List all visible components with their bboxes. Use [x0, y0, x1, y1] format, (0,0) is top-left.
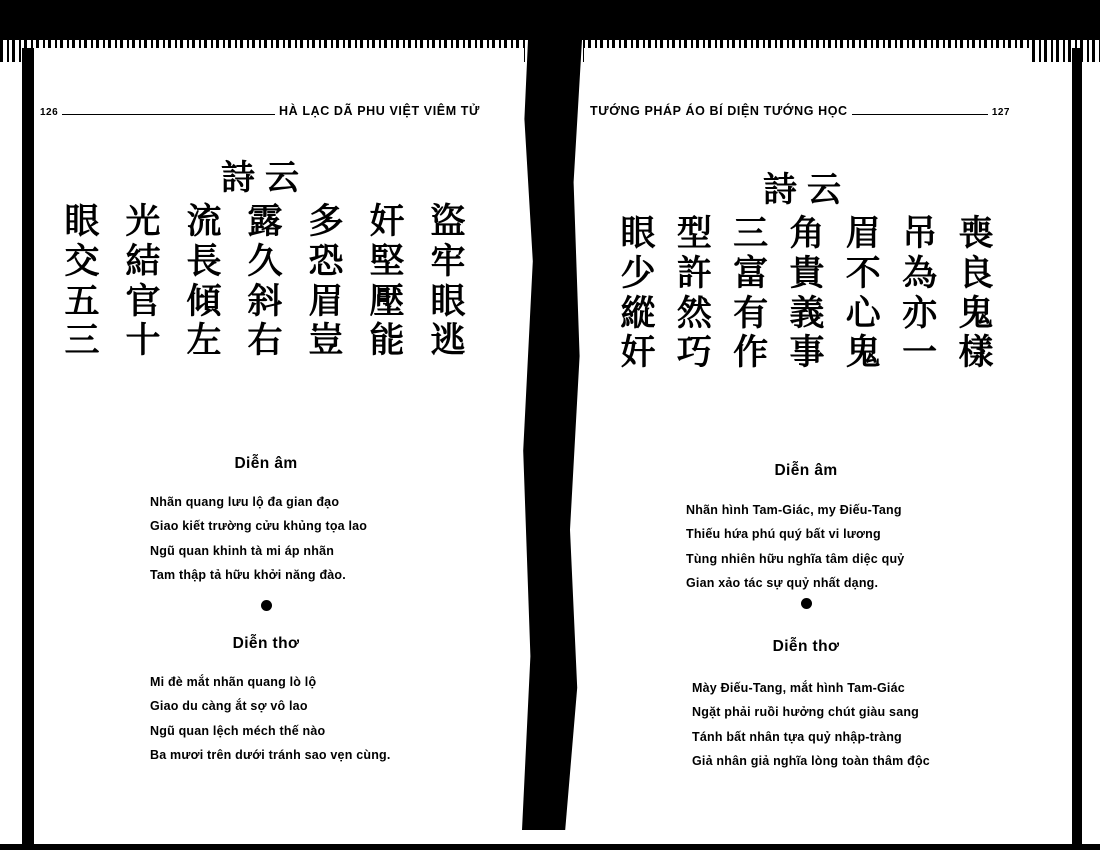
cn-char: 官: [125, 280, 161, 322]
dot-ornament: [801, 598, 812, 609]
left-dien-am-verse: [150, 490, 490, 588]
right-poem-grid: [612, 215, 1002, 372]
cn-char: 露: [247, 201, 283, 242]
verse-line: Tam thập tả hữu khởi năng đào.: [150, 568, 346, 583]
right-dien-tho-label: Diễn thơ: [772, 638, 840, 655]
cn-char: 巧: [676, 332, 712, 374]
verse-line: Nhãn quang lưu lộ đa gian đạo: [150, 495, 340, 509]
cn-char: 眼: [430, 280, 466, 322]
cn-char: 三: [733, 213, 769, 254]
right-dien-am-label: Diễn âm: [774, 462, 838, 479]
cn-char: 鬼: [845, 332, 881, 374]
cn-char: 久: [247, 240, 283, 282]
cn-char: 能: [369, 320, 405, 362]
cn-char: 長: [186, 240, 222, 282]
right-chinese-poem: [612, 162, 1002, 372]
cn-char: 壓: [369, 280, 405, 322]
cn-char: 然: [676, 292, 712, 334]
cn-char: 逃: [430, 320, 466, 362]
cn-char: 富: [733, 252, 769, 294]
cn-char: 斜: [247, 280, 283, 322]
left-dien-am-label: Diễn âm: [234, 455, 298, 472]
cn-char: 許: [676, 252, 712, 294]
left-chinese-poem: [56, 150, 474, 360]
left-running-title: HÀ LẠC DÃ PHU VIỆT VIÊM TỬ: [279, 104, 480, 118]
verse-line: Ngặt phải ruồi hưởng chút giàu sang: [692, 705, 920, 720]
cn-char: 角: [789, 213, 825, 254]
verse-line: Mi đè mắt nhãn quang lò lộ: [150, 675, 317, 689]
left-dien-tho-verse: [150, 670, 510, 768]
scan-bottom-edge: [0, 844, 1100, 850]
cn-char: 牢: [430, 240, 466, 282]
cn-char: 吊: [902, 213, 938, 254]
cn-char: 堅: [369, 240, 405, 282]
verse-line: Giao du càng ắt sợ vô lao: [150, 699, 308, 714]
verse-line: Ngũ quan khinh tà mi áp nhãn: [150, 543, 335, 558]
cn-char: 流: [186, 201, 222, 242]
cn-char: 鬼: [958, 292, 994, 334]
verse-line: Ba mươi trên dưới tránh sao vẹn cùng.: [150, 748, 391, 763]
right-poem-row: [612, 334, 1002, 372]
right-poem-heading: 詩云: [763, 170, 851, 210]
cn-char: 多: [308, 201, 344, 242]
scan-left-edge: [22, 48, 34, 848]
left-ornament-dot: [56, 600, 476, 611]
cn-char: 有: [733, 292, 769, 334]
verse-line: Giao kiết trường cửu khủng tọa lao: [150, 519, 368, 534]
right-dien-am-verse: [686, 498, 1016, 596]
cn-char: 五: [64, 280, 100, 322]
cn-char: 喪: [958, 213, 994, 254]
left-poem-row: [56, 280, 474, 322]
cn-char: 縱: [620, 292, 656, 334]
verse-line: Tùng nhiên hữu nghĩa tâm diệc quỷ: [686, 551, 905, 566]
cn-char: 結: [125, 240, 161, 282]
cn-char: 心: [845, 292, 881, 334]
right-running-head: [590, 104, 1010, 118]
cn-char: 恐: [308, 240, 344, 282]
cn-char: 事: [789, 332, 825, 374]
cn-char: 三: [64, 320, 100, 362]
scan-book-gutter: [522, 40, 582, 830]
right-head-rule: [852, 114, 988, 115]
dot-ornament: [261, 600, 272, 611]
cn-char: 交: [64, 240, 100, 282]
right-poem-row: [612, 252, 1002, 294]
verse-line: Gian xảo tác sự quỷ nhất dạng.: [686, 576, 879, 591]
cn-char: 貴: [789, 252, 825, 294]
left-poem-row: [56, 322, 474, 360]
cn-char: 眼: [64, 201, 100, 242]
cn-char: 亦: [902, 292, 938, 334]
right-running-title: TƯỚNG PHÁP ÁO BÍ DIỆN TƯỚNG HỌC: [590, 104, 848, 118]
cn-char: 眼: [620, 213, 656, 254]
cn-char: 義: [789, 292, 825, 334]
cn-char: 少: [620, 252, 656, 294]
verse-line: Nhãn hình Tam-Giác, my Điếu-Tang: [686, 503, 902, 517]
verse-line: Tánh bất nhân tựa quỷ nhập-tràng: [692, 729, 902, 744]
left-folio-number: 126: [40, 107, 59, 118]
cn-char: 不: [845, 252, 881, 294]
left-poem-row: [56, 203, 474, 241]
verse-line: Mày Điếu-Tang, mắt hình Tam-Giác: [692, 681, 905, 695]
cn-char: 為: [902, 252, 938, 294]
cn-char: 盜: [430, 201, 466, 242]
cn-char: 良: [958, 252, 994, 294]
left-poem-grid: [56, 203, 474, 360]
left-poem-heading: 詩云: [221, 158, 309, 198]
cn-char: 眉: [845, 213, 881, 254]
right-poem-row: [612, 292, 1002, 334]
cn-char: 左: [186, 320, 222, 362]
cn-char: 奸: [369, 201, 405, 242]
scan-right-edge: [1072, 48, 1082, 848]
left-dien-tho-label: Diễn thơ: [232, 635, 300, 652]
verse-line: Giả nhân giả nghĩa lòng toàn thâm độc: [692, 754, 930, 769]
left-running-head: [40, 104, 480, 118]
cn-char: 樣: [958, 332, 994, 374]
right-ornament-dot: [606, 598, 1006, 609]
cn-char: 型: [676, 213, 712, 254]
verse-line: Ngũ quan lệch méch thế nào: [150, 723, 326, 738]
cn-char: 奸: [620, 332, 656, 374]
cn-char: 光: [125, 201, 161, 242]
cn-char: 豈: [308, 320, 344, 362]
left-head-rule: [62, 114, 275, 115]
left-poem-row: [56, 240, 474, 282]
verse-line: Thiếu hứa phú quý bất vi lương: [686, 527, 881, 542]
cn-char: 眉: [308, 280, 344, 322]
cn-char: 十: [125, 320, 161, 362]
cn-char: 傾: [186, 280, 222, 322]
cn-char: 右: [247, 320, 283, 362]
right-dien-tho-verse: [692, 676, 1022, 774]
right-poem-row: [612, 215, 1002, 253]
cn-char: 作: [733, 332, 769, 374]
right-folio-number: 127: [991, 107, 1010, 118]
cn-char: 一: [902, 332, 938, 374]
